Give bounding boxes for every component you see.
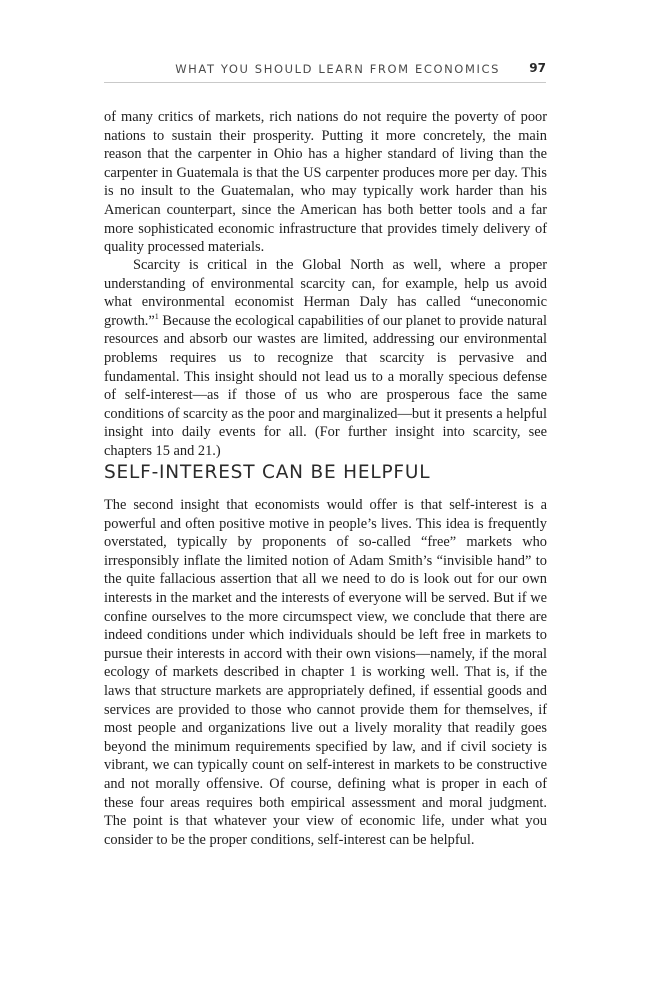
page-number: 97: [529, 61, 546, 75]
paragraph-self-interest: The second insight that economists would offer is that self-interest is a powerful and often positive motive in people’s lives. This idea is frequently overstated, typically by proponents of so-called “free” markets who irresponsibly inflate the limited notion of Adam Smith’s “invisible hand” to the quite fallacious assertion that all we need to do is look out for our own interests in the market and the interests of everyone will be served. But if we confine ourselves to the more circumspect view, we conclude that there are indeed conditions under which individuals should be left free in markets to pursue their interests in accord with their own visions—namely, if the moral ecology of markets described in chapter 1 is working well. That is, if the laws that structure markets are appropriately defined, if essential goods and services are provided to those who cannot provide them for themselves, if most people and organizations live out a lively morality that readily goes beyond the minimum requirements specified by law, and if civil society is vibrant, we can typically count on self-interest in markets to be constructive and not morally offensive. Of course, defining what is proper in each of these four areas requires both empirical assessment and moral judgment. The point is that whatever your view of economic life, under what you consider to be the proper conditions, self-interest can be helpful.: [104, 497, 547, 848]
running-title: WHAT YOU SHOULD LEARN FROM ECONOMICS: [175, 62, 500, 76]
running-header: [104, 60, 546, 83]
paragraph-scarcity: [104, 256, 547, 461]
section-heading: SELF-INTEREST CAN BE HELPFUL: [104, 462, 431, 483]
paragraph-scarcity-text-end: Because the ecological capabilities of our planet to provide natural resources and absorb our wastes are limited, addressing our environmental problems requires us to recognize that scarcity is pervasive and fundamental. This insight should not lead us to a morally specious defense of self-interest—as if those of us who are prosperous face the same conditions of scarcity as the poor and marginalized—but it presents a helpful insight into daily events for all. (For further insight into scarcity, see chapters 15 and 21.): [104, 312, 547, 459]
paragraph-continued: of many critics of markets, rich nations do not require the poverty of poor nations to sustain their prosperity. Putting it more concretely, the main reason that the carpenter in Ohio has a higher standard of living than the carpenter in Guatemala is that the US carpenter produces more per day. This is no insult to the Guatemalan, who may typically work harder than his American counterpart, since the American has both better tools and a far more sophisticated economic infrastructure that provides timely delivery of quality processed materials.: [104, 109, 547, 256]
paragraph-scarcity-text-start: Scarcity is critical in the Global North as well, where a proper understanding of environmental scarcity can, for example, help us avoid what environmental economist Herman Daly has called “uneconomic growth.”: [104, 257, 547, 329]
footnote-reference: 1: [154, 311, 159, 321]
